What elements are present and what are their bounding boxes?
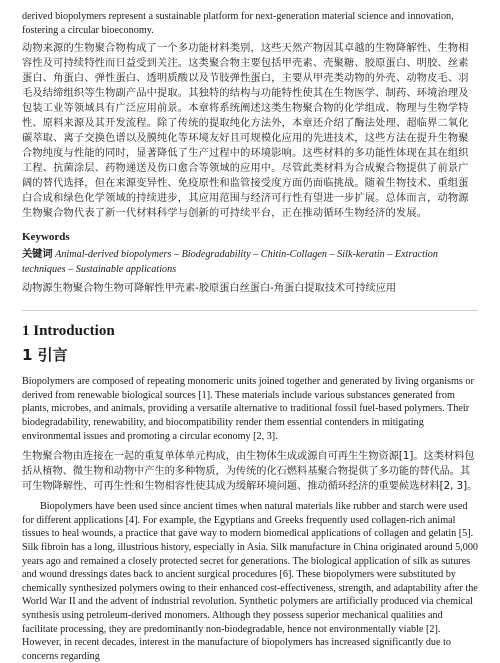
keywords-label-cn: 关键词 [22, 249, 53, 261]
intro-paragraph-1-en: Biopolymers are composed of repeating monomeric units joined together and generated by living organisms or derived from renewable biological sources [1]. These materials include various substances generated from plants, microbes, and animals, providing a versatile alternative to traditional fossil fuel-based polymers. Their biodegradability, renewability, and biocompatibility render them essential contenders in mitigating environmental issues and promoting a circular economy [2, 3]. [22, 376, 474, 442]
intro-paragraph-2-en: Biopolymers have been used since ancient times when natural materials like rubber and starch were used for different applications [4]. For example, the Egyptians and Greeks frequently used collagen-rich animal tissues to heal wounds, a practice that gave way to modern biomedical applications of collagen and gelatin [5]. Silk fibroin has a long, illustrious history, especially in Asia. Silk manufacture in China originated around 5,000 years ago and remained a closely protected secret for generations. The biological application of silk as sutures and wound dressings dates back to ancient surgical procedures [6]. These biopolymers were substituted by chemically synthesized polymers owing to their enhanced cost-effectiveness, strength, and adaptability after the World War II and the advent of industrial revolution. Synthetic polymers are artificially produced via chemical synthesis using petroleum-derived monomers. Although they possess superior mechanical qualities and facilitate processing, they are predominantly non-biodegradable, hence not environmentally viable [2]. However, in recent decades, interest in the manufacture of biopolymers has increased significantly due to concerns regarding [22, 501, 479, 662]
intro-paragraph-1-cn: 生物聚合物由连接在一起的重复单体单元构成，由生物体生成或源自可再生生物资源[1]。这类材料包括从植物、微生物和动物中产生的多种物质，为传统的化石燃料基聚合物提供了多功能的替代品。其可生物降解性、可再生性和生物相容性使其成为缓解环境问题、推动循环经济的重要候选材料[2, 3]。 [22, 451, 478, 493]
abstract-tail-english: derived biopolymers represent a sustainable platform for next-generation material science and innovation, fostering a circular bioeconomy. [22, 11, 454, 36]
section-divider [22, 310, 478, 311]
abstract-chinese: 动物来源的生物聚合物构成了一个多功能材料类别，这些天然产物因其卓越的生物降解性、生物相容性及可持续特性而日益受到关注。这类聚合物主要包括甲壳素、壳聚糖、胶原蛋白、明胶、丝素蛋白、角蛋白、弹性蛋白、透明质酸以及节肢弹性蛋白，主要从甲壳类动物的外壳、动物皮毛、羽毛及结缔组织等生物副产品中提取。其独特的结构与功能特性使其在生物医学、制药、环境治理及包装工业等领域具有广泛应用前景。本章将系统阐述这类生物聚合物的化学组成、物理与生物学特性、原料来源及其开发流程。除了传统的提取纯化方法外，本章还介绍了酶法处理、超临界二氧化碳萃取、离子交换色谱以及膜纯化等环境友好且可规模化应用的先进技术，这些方法在提升生物聚合物纯度与性能的同时，显著降低了生产过程中的环境影响。这些材料的多功能性体现在其在组织工程、抗菌涂层、药物递送及伤口愈合等领域的应用中。尽管此类材料为合成聚合物提供了前景广阔的替代选择，但在来源变异性、免疫原性和监管接受度方面仍面临挑战。随着生物技术、重组蛋白合成和绿色化学领域的持续进步，其应用范围与经济可行性有望进一步扩展。总体而言，动物源生物聚合物代表了新一代材料科学与创新的可持续平台，正在推动循环生物经济的发展。 [22, 43, 469, 220]
keywords-list-cn: 动物源生物聚合物生物可降解性甲壳素-胶原蛋白丝蛋白-角蛋白提取技术可持续应用 [22, 283, 397, 295]
section-heading-cn: 1 引言 [22, 346, 68, 365]
keywords-title: Keywords [22, 231, 70, 244]
keywords-block [22, 231, 478, 296]
section-heading-en: 1 Introduction [22, 323, 115, 340]
section-introduction [22, 323, 478, 663]
keywords-english-line [22, 247, 478, 277]
keywords-list-en: Animal-derived biopolymers – Biodegradability – Chitin-Collagen – Silk-keratin – Extraction techniques – Sustainable applications [22, 249, 438, 276]
